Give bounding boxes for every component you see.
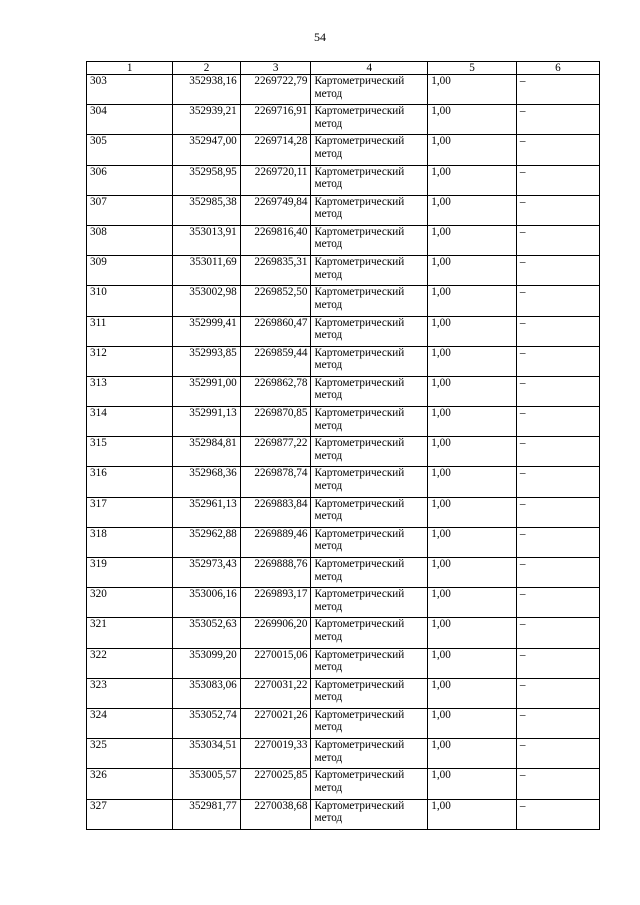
accuracy-cell: 1,00: [428, 648, 517, 678]
x-coordinate-cell: 353002,98: [173, 286, 240, 316]
table-row: [87, 708, 600, 738]
method-cell: Картометрический метод: [311, 558, 428, 588]
y-coordinate-cell: 2269835,31: [240, 256, 311, 286]
page-number: 54: [314, 30, 326, 44]
accuracy-cell: 1,00: [428, 105, 517, 135]
accuracy-cell: 1,00: [428, 588, 517, 618]
note-cell: –: [516, 225, 599, 255]
y-coordinate-cell: 2269722,79: [240, 75, 311, 105]
note-cell: –: [516, 135, 599, 165]
accuracy-cell: 1,00: [428, 75, 517, 105]
note-cell: –: [516, 618, 599, 648]
table-header-row: [87, 62, 600, 75]
accuracy-cell: 1,00: [428, 769, 517, 799]
table-row: [87, 437, 600, 467]
accuracy-cell: 1,00: [428, 497, 517, 527]
table-row: [87, 497, 600, 527]
table-row: [87, 648, 600, 678]
y-coordinate-cell: 2269889,46: [240, 527, 311, 557]
column-header: 4: [311, 62, 428, 75]
point-number-cell: 312: [87, 346, 173, 376]
method-cell: Картометрический метод: [311, 467, 428, 497]
point-number-cell: 314: [87, 407, 173, 437]
column-header: 2: [173, 62, 240, 75]
method-cell: Картометрический метод: [311, 497, 428, 527]
table-row: [87, 527, 600, 557]
x-coordinate-cell: 353052,74: [173, 708, 240, 738]
table-row: [87, 256, 600, 286]
y-coordinate-cell: 2269859,44: [240, 346, 311, 376]
table-row: [87, 135, 600, 165]
x-coordinate-cell: 352999,41: [173, 316, 240, 346]
method-cell: Картометрический метод: [311, 407, 428, 437]
method-cell: Картометрический метод: [311, 618, 428, 648]
x-coordinate-cell: 352958,95: [173, 165, 240, 195]
table-row: [87, 678, 600, 708]
x-coordinate-cell: 353011,69: [173, 256, 240, 286]
y-coordinate-cell: 2269716,91: [240, 105, 311, 135]
y-coordinate-cell: 2269878,74: [240, 467, 311, 497]
point-number-cell: 320: [87, 588, 173, 618]
point-number-cell: 303: [87, 75, 173, 105]
point-number-cell: 316: [87, 467, 173, 497]
note-cell: –: [516, 376, 599, 406]
y-coordinate-cell: 2269720,11: [240, 165, 311, 195]
x-coordinate-cell: 353034,51: [173, 739, 240, 769]
accuracy-cell: 1,00: [428, 195, 517, 225]
accuracy-cell: 1,00: [428, 316, 517, 346]
y-coordinate-cell: 2269816,40: [240, 225, 311, 255]
x-coordinate-cell: 352947,00: [173, 135, 240, 165]
point-number-cell: 311: [87, 316, 173, 346]
method-cell: Картометрический метод: [311, 678, 428, 708]
accuracy-cell: 1,00: [428, 527, 517, 557]
accuracy-cell: 1,00: [428, 346, 517, 376]
column-header: 3: [240, 62, 311, 75]
note-cell: –: [516, 105, 599, 135]
y-coordinate-cell: 2269883,84: [240, 497, 311, 527]
table-row: [87, 467, 600, 497]
x-coordinate-cell: 352939,21: [173, 105, 240, 135]
table-row: [87, 376, 600, 406]
y-coordinate-cell: 2270031,22: [240, 678, 311, 708]
note-cell: –: [516, 678, 599, 708]
method-cell: Картометрический метод: [311, 195, 428, 225]
table-row: [87, 105, 600, 135]
y-coordinate-cell: 2269906,20: [240, 618, 311, 648]
point-number-cell: 327: [87, 799, 173, 829]
table-body: [87, 75, 600, 830]
x-coordinate-cell: 352985,38: [173, 195, 240, 225]
table-row: [87, 165, 600, 195]
x-coordinate-cell: 353099,20: [173, 648, 240, 678]
method-cell: Картометрический метод: [311, 588, 428, 618]
accuracy-cell: 1,00: [428, 256, 517, 286]
x-coordinate-cell: 352961,13: [173, 497, 240, 527]
x-coordinate-cell: 353005,57: [173, 769, 240, 799]
note-cell: –: [516, 165, 599, 195]
point-number-cell: 305: [87, 135, 173, 165]
x-coordinate-cell: 353083,06: [173, 678, 240, 708]
x-coordinate-cell: 352991,00: [173, 376, 240, 406]
method-cell: Картометрический метод: [311, 527, 428, 557]
y-coordinate-cell: 2269860,47: [240, 316, 311, 346]
method-cell: Картометрический метод: [311, 739, 428, 769]
accuracy-cell: 1,00: [428, 799, 517, 829]
accuracy-cell: 1,00: [428, 618, 517, 648]
table-row: [87, 346, 600, 376]
point-number-cell: 309: [87, 256, 173, 286]
point-number-cell: 319: [87, 558, 173, 588]
method-cell: Картометрический метод: [311, 286, 428, 316]
point-number-cell: 304: [87, 105, 173, 135]
x-coordinate-cell: 353052,63: [173, 618, 240, 648]
y-coordinate-cell: 2270025,85: [240, 769, 311, 799]
point-number-cell: 321: [87, 618, 173, 648]
point-number-cell: 318: [87, 527, 173, 557]
accuracy-cell: 1,00: [428, 678, 517, 708]
accuracy-cell: 1,00: [428, 739, 517, 769]
note-cell: –: [516, 799, 599, 829]
table-row: [87, 588, 600, 618]
note-cell: –: [516, 195, 599, 225]
accuracy-cell: 1,00: [428, 407, 517, 437]
note-cell: –: [516, 467, 599, 497]
note-cell: –: [516, 588, 599, 618]
x-coordinate-cell: 352981,77: [173, 799, 240, 829]
note-cell: –: [516, 316, 599, 346]
point-number-cell: 315: [87, 437, 173, 467]
y-coordinate-cell: 2270019,33: [240, 739, 311, 769]
note-cell: –: [516, 286, 599, 316]
point-number-cell: 307: [87, 195, 173, 225]
method-cell: Картометрический метод: [311, 648, 428, 678]
method-cell: Картометрический метод: [311, 316, 428, 346]
method-cell: Картометрический метод: [311, 799, 428, 829]
point-number-cell: 310: [87, 286, 173, 316]
accuracy-cell: 1,00: [428, 286, 517, 316]
point-number-cell: 326: [87, 769, 173, 799]
y-coordinate-cell: 2269852,50: [240, 286, 311, 316]
method-cell: Картометрический метод: [311, 135, 428, 165]
note-cell: –: [516, 769, 599, 799]
note-cell: –: [516, 346, 599, 376]
method-cell: Картометрический метод: [311, 437, 428, 467]
note-cell: –: [516, 558, 599, 588]
column-header: 6: [516, 62, 599, 75]
y-coordinate-cell: 2270021,26: [240, 708, 311, 738]
table-row: [87, 739, 600, 769]
method-cell: Картометрический метод: [311, 256, 428, 286]
point-number-cell: 308: [87, 225, 173, 255]
table-row: [87, 799, 600, 829]
point-number-cell: 313: [87, 376, 173, 406]
accuracy-cell: 1,00: [428, 437, 517, 467]
accuracy-cell: 1,00: [428, 225, 517, 255]
x-coordinate-cell: 352973,43: [173, 558, 240, 588]
accuracy-cell: 1,00: [428, 467, 517, 497]
method-cell: Картометрический метод: [311, 105, 428, 135]
note-cell: –: [516, 739, 599, 769]
column-header: 5: [428, 62, 517, 75]
x-coordinate-cell: 352968,36: [173, 467, 240, 497]
point-number-cell: 325: [87, 739, 173, 769]
method-cell: Картометрический метод: [311, 769, 428, 799]
x-coordinate-cell: 353006,16: [173, 588, 240, 618]
x-coordinate-cell: 352962,88: [173, 527, 240, 557]
coordinates-table: [86, 61, 600, 830]
x-coordinate-cell: 353013,91: [173, 225, 240, 255]
table-row: [87, 195, 600, 225]
method-cell: Картометрический метод: [311, 225, 428, 255]
y-coordinate-cell: 2269870,85: [240, 407, 311, 437]
note-cell: –: [516, 75, 599, 105]
x-coordinate-cell: 352991,13: [173, 407, 240, 437]
table-row: [87, 558, 600, 588]
point-number-cell: 323: [87, 678, 173, 708]
y-coordinate-cell: 2269888,76: [240, 558, 311, 588]
accuracy-cell: 1,00: [428, 708, 517, 738]
point-number-cell: 317: [87, 497, 173, 527]
table-row: [87, 316, 600, 346]
table-row: [87, 225, 600, 255]
y-coordinate-cell: 2269893,17: [240, 588, 311, 618]
y-coordinate-cell: 2270015,06: [240, 648, 311, 678]
x-coordinate-cell: 352984,81: [173, 437, 240, 467]
method-cell: Картометрический метод: [311, 708, 428, 738]
y-coordinate-cell: 2269714,28: [240, 135, 311, 165]
method-cell: Картометрический метод: [311, 75, 428, 105]
note-cell: –: [516, 407, 599, 437]
y-coordinate-cell: 2269749,84: [240, 195, 311, 225]
note-cell: –: [516, 527, 599, 557]
y-coordinate-cell: 2270038,68: [240, 799, 311, 829]
x-coordinate-cell: 352938,16: [173, 75, 240, 105]
y-coordinate-cell: 2269877,22: [240, 437, 311, 467]
point-number-cell: 322: [87, 648, 173, 678]
point-number-cell: 306: [87, 165, 173, 195]
accuracy-cell: 1,00: [428, 376, 517, 406]
note-cell: –: [516, 497, 599, 527]
note-cell: –: [516, 256, 599, 286]
table-row: [87, 286, 600, 316]
method-cell: Картометрический метод: [311, 376, 428, 406]
column-header: 1: [87, 62, 173, 75]
note-cell: –: [516, 648, 599, 678]
note-cell: –: [516, 708, 599, 738]
table-row: [87, 407, 600, 437]
table-row: [87, 769, 600, 799]
point-number-cell: 324: [87, 708, 173, 738]
accuracy-cell: 1,00: [428, 558, 517, 588]
method-cell: Картометрический метод: [311, 346, 428, 376]
accuracy-cell: 1,00: [428, 165, 517, 195]
accuracy-cell: 1,00: [428, 135, 517, 165]
x-coordinate-cell: 352993,85: [173, 346, 240, 376]
method-cell: Картометрический метод: [311, 165, 428, 195]
note-cell: –: [516, 437, 599, 467]
y-coordinate-cell: 2269862,78: [240, 376, 311, 406]
table-row: [87, 75, 600, 105]
table-row: [87, 618, 600, 648]
